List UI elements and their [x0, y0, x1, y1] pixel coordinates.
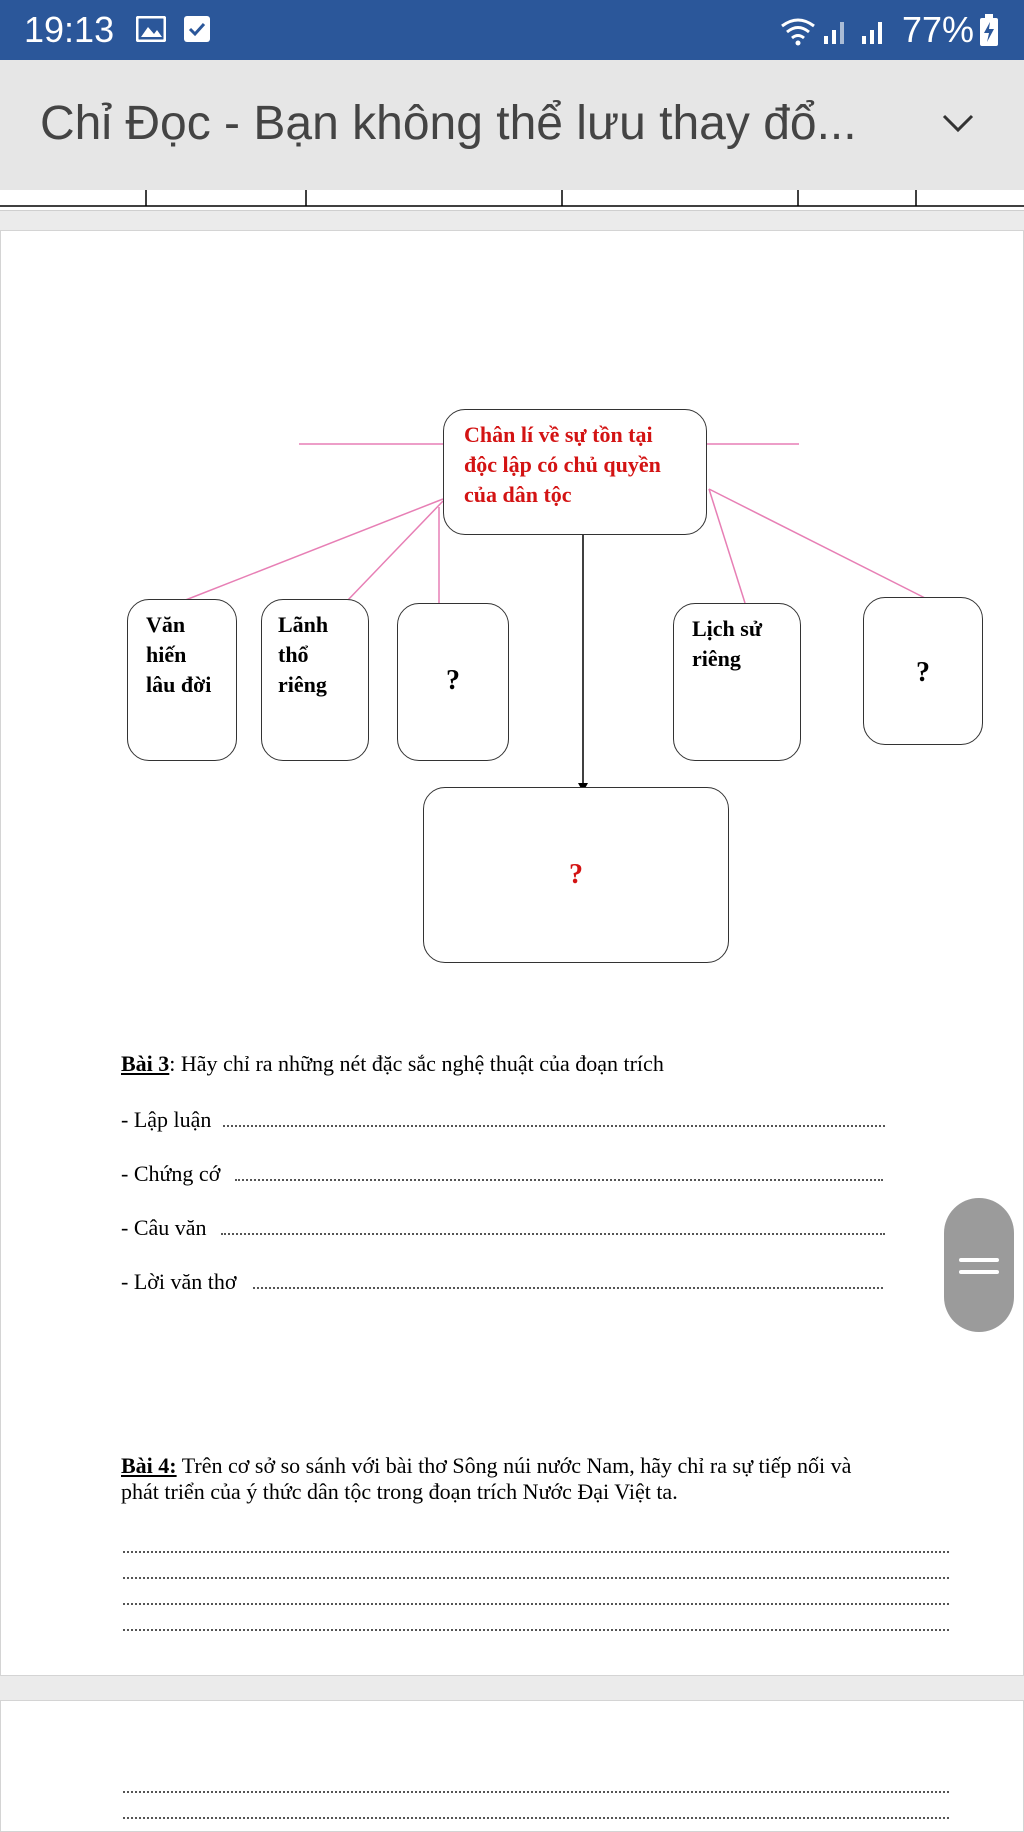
- bai3-text: : Hãy chỉ ra những nét đặc sắc nghệ thuật của đoạn trích: [169, 1051, 664, 1076]
- read-only-banner: [0, 60, 1024, 190]
- box2-line-1: Lãnh: [278, 612, 329, 637]
- signal-icon: [860, 16, 890, 46]
- wifi-icon: [778, 16, 818, 46]
- battery-percent: 77%: [902, 9, 975, 50]
- diagram-box-lich-su: [673, 603, 801, 761]
- box2-line-2: thổ: [278, 642, 309, 667]
- box5-question: ?: [916, 657, 930, 688]
- answer-line: [223, 1125, 885, 1127]
- bai3-label: Bài 3: [121, 1051, 170, 1076]
- grip-line: [959, 1270, 999, 1274]
- diagram-box-lanh-tho: [261, 599, 369, 761]
- bai3-heading: [121, 1051, 664, 1077]
- answer-line: [123, 1817, 949, 1819]
- answer-line: [123, 1791, 949, 1793]
- bai4-line-2: phát triển của ý thức dân tộc trong đoạn trích Nước Đại Việt ta.: [121, 1479, 678, 1504]
- box2-line-3: riêng: [278, 672, 327, 697]
- bottom-question: ?: [569, 859, 583, 890]
- box4-line-2: riêng: [692, 646, 741, 671]
- scroll-handle[interactable]: [944, 1198, 1014, 1332]
- diagram-box-unknown-1: [397, 603, 509, 761]
- diagram-center-node: [443, 409, 707, 535]
- signal-icon: [822, 16, 852, 46]
- check-icon: [184, 16, 210, 42]
- answer-line: [235, 1179, 883, 1181]
- answer-line: [253, 1287, 883, 1289]
- center-line-2: độc lập có chủ quyền: [464, 452, 661, 477]
- box3-question: ?: [446, 665, 460, 696]
- bai3-item-lap-luan: - Lập luận: [121, 1107, 212, 1132]
- center-line-3: của dân tộc: [464, 482, 572, 507]
- bai3-item-loi-van: - Lời văn thơ: [121, 1269, 237, 1294]
- document-page: [0, 230, 1024, 1676]
- answer-line: [123, 1551, 949, 1553]
- answer-line: [123, 1629, 949, 1631]
- bai4-line-1: Trên cơ sở so sánh với bài thơ Sông núi nước Nam, hãy chỉ ra sự tiếp nối và: [176, 1453, 852, 1478]
- bai3-item-cau-van: - Câu văn: [121, 1215, 207, 1240]
- chevron-down-icon[interactable]: [940, 112, 976, 136]
- previous-page-fragment: [0, 190, 1024, 211]
- box1-line-1: Văn: [146, 612, 186, 637]
- grip-line: [959, 1258, 999, 1262]
- battery-icon: [980, 14, 998, 46]
- table-fragment: [0, 190, 1024, 210]
- next-page: [0, 1700, 1024, 1832]
- box1-line-3: lâu đời: [146, 672, 212, 697]
- bai4-heading: [121, 1453, 851, 1479]
- diagram-bottom-node: [423, 787, 729, 963]
- answer-line: [221, 1233, 885, 1235]
- box1-line-2: hiến: [146, 642, 187, 667]
- answer-line: [123, 1577, 949, 1579]
- center-line-1: Chân lí về sự tồn tại: [464, 422, 653, 447]
- diagram-box-van-hien: [127, 599, 237, 761]
- diagram-box-unknown-2: [863, 597, 983, 745]
- bai3-item-chung-co: - Chứng cớ: [121, 1161, 221, 1186]
- answer-line: [123, 1603, 949, 1605]
- read-only-title: Chỉ Đọc - Bạn không thể lưu thay đổ...: [40, 97, 857, 150]
- box4-line-1: Lịch sử: [692, 616, 763, 641]
- image-icon: [136, 16, 166, 42]
- bai4-label: Bài 4:: [121, 1453, 177, 1478]
- status-bar: [0, 0, 1024, 60]
- status-time: 19:13: [24, 9, 115, 50]
